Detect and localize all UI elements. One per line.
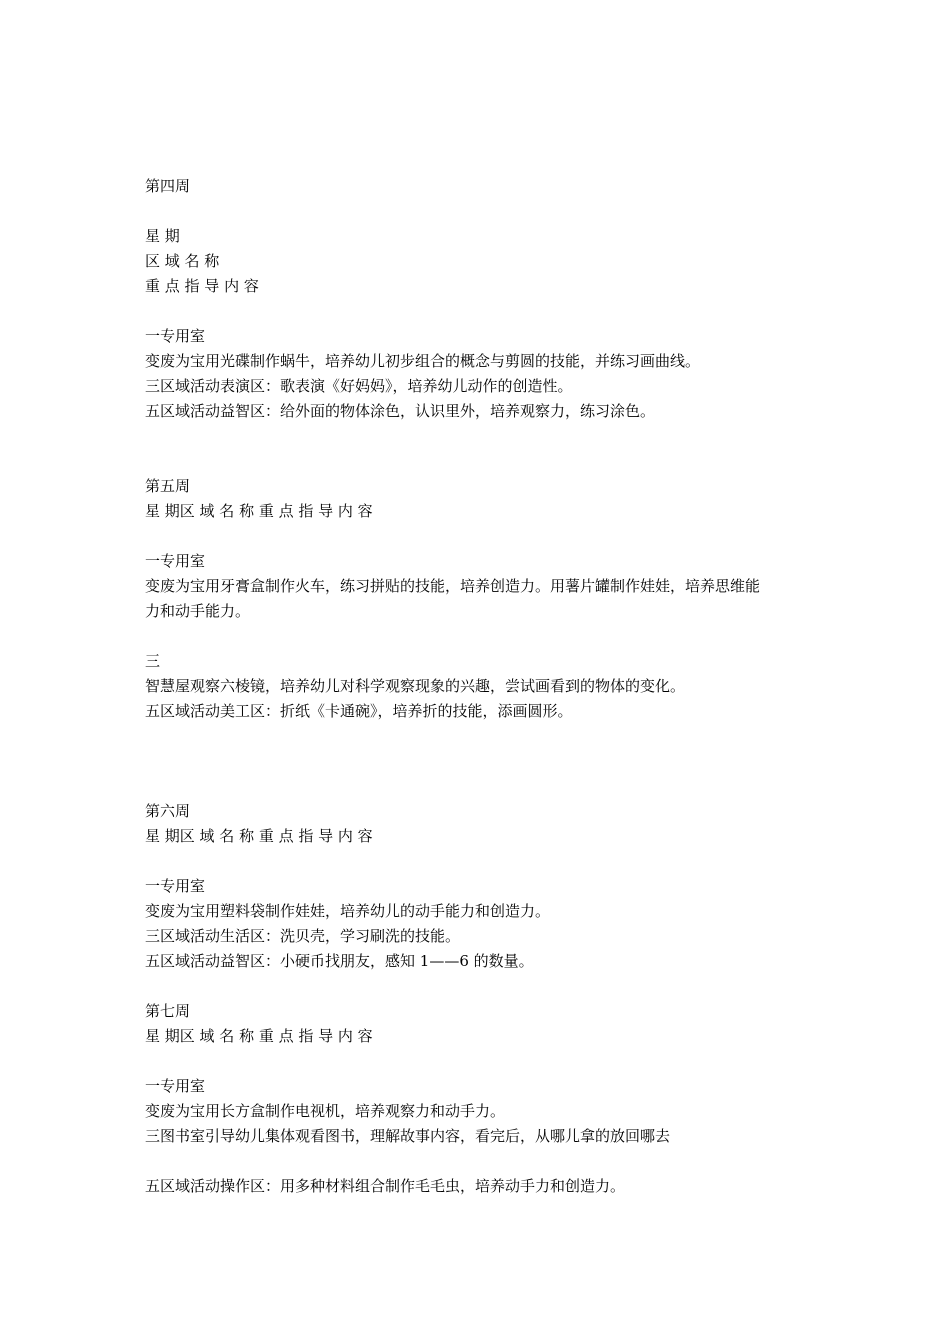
week7-day1: 一专用室 <box>145 1077 206 1095</box>
week4-day1: 一专用室 <box>145 327 206 345</box>
week4-item1: 变废为宝用光碟制作蜗牛，培养幼儿初步组合的概念与剪圆的技能，并练习画曲线。 <box>145 352 701 370</box>
week4-header-weekday: 星 期 <box>145 227 180 245</box>
week6-title: 第六周 <box>145 802 191 820</box>
week4-item2: 三区域活动表演区：歌表演《好妈妈》，培养幼儿动作的创造性。 <box>145 377 573 395</box>
week4-section <box>145 174 825 424</box>
week7-item1: 变废为宝用长方盒制作电视机，培养观察力和动手力。 <box>145 1102 506 1120</box>
week6-item3: 五区域活动益智区：小硬币找朋友，感知 1——6 的数量。 <box>145 952 534 970</box>
week7-title: 第七周 <box>145 1002 191 1020</box>
week6-day1: 一专用室 <box>145 877 206 895</box>
week6-item1: 变废为宝用塑料袋制作娃娃，培养幼儿的动手能力和创造力。 <box>145 902 551 920</box>
week7-section <box>145 999 825 1199</box>
week5-day3: 三 <box>145 652 161 670</box>
week5-item2: 智慧屋观察六棱镜，培养幼儿对科学观察现象的兴趣，尝试画看到的物体的变化。 <box>145 677 686 695</box>
week4-title: 第四周 <box>145 177 191 195</box>
week5-item3: 五区域活动美工区：折纸《卡通碗》，培养折的技能，添画圆形。 <box>145 702 573 720</box>
week4-item3: 五区域活动益智区：给外面的物体涂色，认识里外，培养观察力，练习涂色。 <box>145 402 656 420</box>
week6-section <box>145 799 825 974</box>
week7-item3: 五区域活动操作区：用多种材料组合制作毛毛虫，培养动手力和创造力。 <box>145 1177 626 1195</box>
week4-header-content: 重 点 指 导 内 容 <box>145 277 259 295</box>
week5-header: 星 期区 域 名 称 重 点 指 导 内 容 <box>145 502 373 520</box>
week6-header: 星 期区 域 名 称 重 点 指 导 内 容 <box>145 827 373 845</box>
week5-item1-line1: 变废为宝用牙膏盒制作火车，练习拼贴的技能，培养创造力。用薯片罐制作娃娃，培养思维能 <box>145 577 761 595</box>
week6-item2: 三区域活动生活区：洗贝壳，学习刷洗的技能。 <box>145 927 461 945</box>
week5-title: 第五周 <box>145 477 191 495</box>
week5-day1: 一专用室 <box>145 552 206 570</box>
document-body <box>145 174 825 1199</box>
week5-item1-line2: 力和动手能力。 <box>145 602 251 620</box>
week4-header-area: 区 域 名 称 <box>145 252 220 270</box>
week7-header: 星 期区 域 名 称 重 点 指 导 内 容 <box>145 1027 373 1045</box>
week7-item2: 三图书室引导幼儿集体观看图书，理解故事内容，看完后，从哪儿拿的放回哪去 <box>145 1127 671 1145</box>
week5-section <box>145 474 825 724</box>
